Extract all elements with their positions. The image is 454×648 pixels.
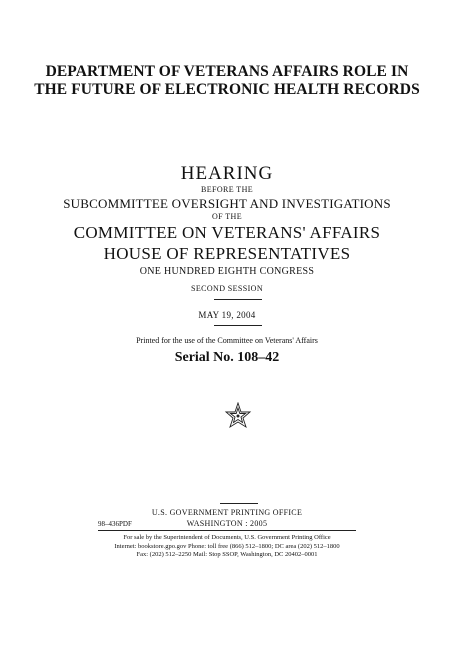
subcommittee-name: SUBCOMMITTEE OVERSIGHT AND INVESTIGATIONS: [63, 196, 391, 211]
divider-rule-1: [214, 299, 262, 300]
hearing-date: MAY 19, 2004: [198, 310, 256, 320]
location-year: WASHINGTON : 2005: [186, 519, 268, 528]
of-the-label: OF THE: [211, 212, 243, 221]
sales-line-2: Internet: bookstore.gpo.gov Phone: toll free (866) 512–1800; DC area (202) 512–1800: [114, 542, 340, 550]
sales-line-3: Fax: (202) 512–2250 Mail: Stop SSOP, Washington, DC 20402–0001: [136, 551, 318, 558]
session-label: SECOND SESSION: [190, 284, 264, 293]
congress-label: ONE HUNDRED EIGHTH CONGRESS: [139, 266, 315, 277]
printing-office-label: U.S. GOVERNMENT PRINTING OFFICE: [151, 508, 303, 517]
before-the-label: BEFORE THE: [200, 185, 254, 194]
serial-number: Serial No. 108–42: [174, 350, 280, 365]
document-id: 98–436PDF: [98, 520, 132, 528]
committee-line-2: HOUSE OF REPRESENTATIVES: [103, 244, 351, 263]
sales-info: [0, 534, 454, 560]
sales-line-1: For sale by the Superintendent of Documents, U.S. Government Printing Office: [123, 534, 331, 541]
hearing-heading: HEARING: [180, 163, 274, 184]
divider-rule-2: [214, 325, 262, 326]
gpo-star-emblem-icon: [224, 402, 252, 430]
divider-rule-3: [220, 503, 258, 504]
footer-rule: [98, 530, 356, 531]
committee-name: [0, 222, 454, 264]
title-line-2: THE FUTURE OF ELECTRONIC HEALTH RECORDS: [34, 81, 420, 98]
title-line-1: DEPARTMENT OF VETERANS AFFAIRS ROLE IN: [45, 63, 409, 80]
document-title: [0, 63, 454, 99]
committee-line-1: COMMITTEE ON VETERANS' AFFAIRS: [73, 223, 381, 242]
printed-for-note: Printed for the use of the Committee on Veterans' Affairs: [136, 336, 318, 345]
